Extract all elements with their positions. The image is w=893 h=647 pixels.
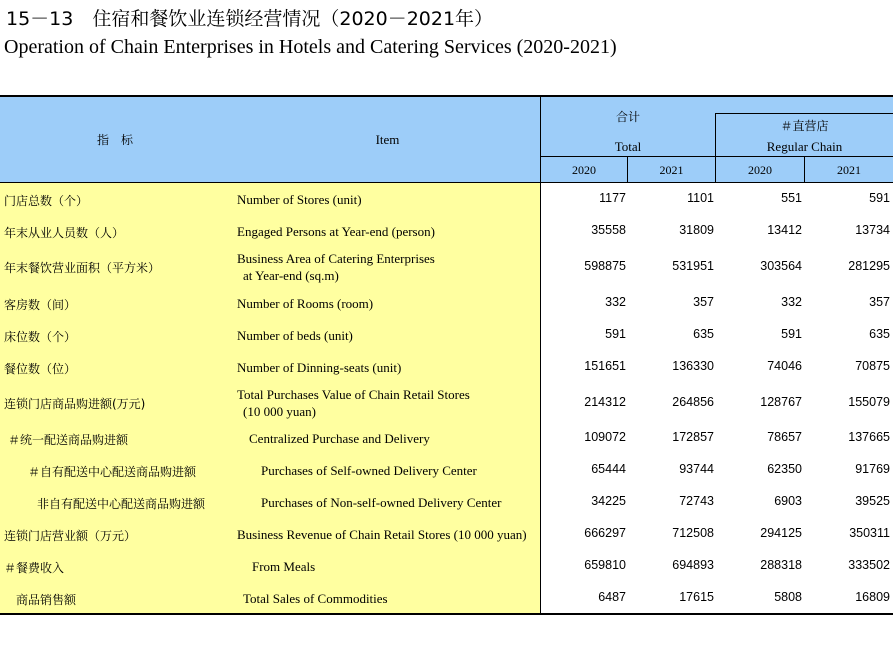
row-label-en: Total Purchases Value of Chain Retail Stores	[237, 387, 470, 402]
row-label-en: Business Revenue of Chain Retail Stores (10 000 yuan)	[237, 527, 527, 542]
divider	[715, 113, 893, 114]
value-total-2020: 591	[605, 327, 626, 341]
value-regular-2021: 155079	[848, 395, 890, 409]
value-regular-2020: 288318	[760, 558, 802, 572]
value-regular-2020: 551	[781, 191, 802, 205]
value-regular-2021: 357	[869, 295, 890, 309]
row-label-en: Number of Stores (unit)	[237, 192, 362, 207]
value-total-2020: 6487	[598, 590, 626, 604]
header-regular-en: Regular Chain	[766, 139, 843, 154]
header-year-total-2021: 2021	[659, 163, 684, 177]
value-total-2021: 531951	[672, 259, 714, 273]
row-label-en: Number of beds (unit)	[237, 328, 353, 343]
value-regular-2021: 91769	[855, 462, 890, 476]
value-total-2021: 31809	[679, 223, 714, 237]
row-label-en-continued: (10 000 yuan)	[243, 404, 316, 419]
row-label-en: Engaged Persons at Year-end (person)	[237, 224, 435, 239]
row-label-cn: 门店总数（个）	[4, 194, 89, 208]
value-regular-2020: 303564	[760, 259, 802, 273]
value-total-2020: 35558	[591, 223, 626, 237]
value-total-2020: 151651	[584, 359, 626, 373]
header-year-regular-2020: 2020	[748, 163, 772, 177]
value-total-2021: 72743	[679, 494, 714, 508]
value-regular-2020: 62350	[767, 462, 802, 476]
row-label-cn: 年末从业人员数（人）	[4, 226, 125, 240]
value-regular-2020: 5808	[774, 590, 802, 604]
value-total-2020: 34225	[591, 494, 626, 508]
value-total-2021: 93744	[679, 462, 714, 476]
value-regular-2021: 39525	[855, 494, 890, 508]
value-regular-2020: 294125	[760, 526, 802, 540]
row-purchases-value	[0, 383, 893, 423]
row-self-owned-delivery	[0, 455, 893, 487]
header-year-regular-2021: 2021	[837, 163, 861, 177]
value-total-2021: 694893	[672, 558, 714, 572]
page-title-cn: 15－13 住宿和餐饮业连锁经营情况（2020－2021年）	[6, 8, 494, 30]
row-meals-income	[0, 551, 893, 583]
value-regular-2021: 16809	[855, 590, 890, 604]
header-total-cn: 合计	[615, 110, 640, 124]
row-label-cn: 连锁门店商品购进额(万元)	[4, 397, 146, 411]
row-label-cn: 床位数（个）	[4, 330, 77, 344]
value-regular-2020: 74046	[767, 359, 802, 373]
header-item-en: Item	[375, 132, 400, 147]
value-total-2020: 666297	[584, 526, 626, 540]
row-label-en: Centralized Purchase and Delivery	[249, 431, 430, 446]
row-label-cn: ＃统一配送商品购进额	[8, 433, 129, 447]
value-total-2020: 659810	[584, 558, 626, 572]
row-business-revenue	[0, 519, 893, 551]
value-total-2020: 214312	[584, 395, 626, 409]
row-centralized-purchase	[0, 423, 893, 455]
row-commodity-sales	[0, 583, 893, 615]
value-total-2020: 598875	[584, 259, 626, 273]
divider	[627, 157, 628, 183]
row-label-cn: 连锁门店营业额（万元）	[4, 529, 137, 543]
value-total-2021: 172857	[672, 430, 714, 444]
value-regular-2021: 635	[869, 327, 890, 341]
row-label-cn: 餐位数（位）	[4, 362, 77, 376]
divider	[715, 113, 716, 183]
value-regular-2021: 281295	[848, 259, 890, 273]
value-regular-2021: 70875	[855, 359, 890, 373]
header-regular-cn: ＃直营店	[780, 119, 829, 133]
value-regular-2021: 333502	[848, 558, 890, 572]
row-label-cn: ＃自有配送中心配送商品购进额	[28, 465, 197, 479]
row-stores	[0, 183, 893, 215]
row-rooms	[0, 287, 893, 319]
divider	[540, 156, 893, 157]
value-total-2020: 65444	[591, 462, 626, 476]
row-label-cn: 年末餐饮营业面积（平方米）	[4, 261, 161, 275]
row-label-en: Purchases of Self-owned Delivery Center	[261, 463, 477, 478]
value-regular-2021: 13734	[855, 223, 890, 237]
value-total-2020: 332	[605, 295, 626, 309]
row-label-en: Number of Dinning-seats (unit)	[237, 360, 402, 375]
value-total-2020: 1177	[599, 191, 626, 205]
row-label-en: Purchases of Non-self-owned Delivery Center	[261, 495, 502, 510]
divider	[804, 157, 805, 183]
value-total-2021: 357	[693, 295, 714, 309]
value-total-2021: 264856	[672, 395, 714, 409]
row-label-en-continued: at Year-end (sq.m)	[243, 268, 339, 283]
value-regular-2020: 591	[781, 327, 802, 341]
row-label-cn: 非自有配送中心配送商品购进额	[37, 497, 206, 511]
row-engaged-persons	[0, 215, 893, 247]
row-label-en: Business Area of Catering Enterprises	[237, 251, 435, 266]
value-total-2021: 17615	[679, 590, 714, 604]
value-regular-2021: 350311	[849, 526, 890, 540]
row-label-cn: 客房数（间）	[4, 298, 77, 312]
header-indicator-cn: 指 标	[97, 133, 134, 147]
header-total-en: Total	[614, 139, 642, 154]
header-year-total-2020: 2020	[572, 163, 596, 177]
row-catering-area	[0, 247, 893, 287]
row-non-self-owned-delivery	[0, 487, 893, 519]
value-total-2020: 109072	[584, 430, 626, 444]
row-label-en: From Meals	[252, 559, 316, 574]
value-regular-2020: 13412	[767, 223, 802, 237]
value-regular-2020: 6903	[774, 494, 802, 508]
row-label-en: Total Sales of Commodities	[243, 591, 388, 606]
page-title-en: Operation of Chain Enterprises in Hotels and Catering Services (2020-2021)	[4, 36, 617, 58]
value-regular-2020: 332	[781, 295, 802, 309]
value-total-2021: 712508	[672, 526, 714, 540]
row-label-en: Number of Rooms (room)	[237, 296, 374, 311]
value-total-2021: 635	[693, 327, 714, 341]
row-dining-seats	[0, 351, 893, 383]
row-beds	[0, 319, 893, 351]
value-total-2021: 1101	[687, 191, 714, 205]
value-regular-2021: 591	[869, 191, 890, 205]
value-regular-2020: 78657	[767, 430, 802, 444]
row-label-cn: 商品销售额	[16, 593, 77, 607]
value-total-2021: 136330	[672, 359, 714, 373]
value-regular-2020: 128767	[760, 395, 802, 409]
value-regular-2021: 137665	[848, 430, 890, 444]
row-label-cn: ＃餐费收入	[4, 561, 65, 575]
